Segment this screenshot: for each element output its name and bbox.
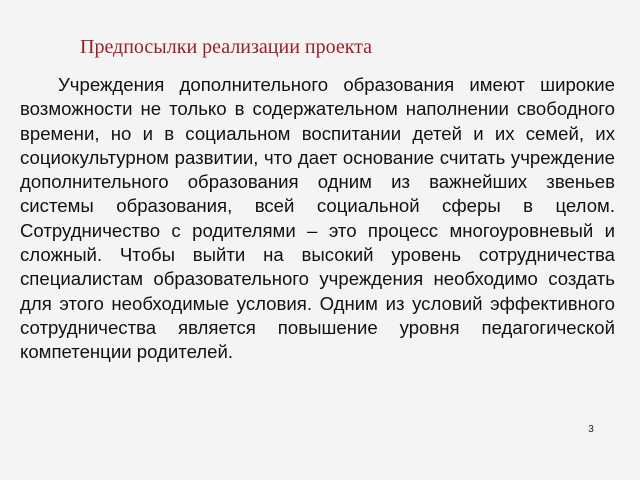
slide-title: Предпосылки реализации проекта <box>80 36 373 58</box>
slide-page-number: 3 <box>588 424 594 435</box>
slide-body-text: Учреждения дополнительного образования имеют широкие возможности не только в содержательном наполнении свободного времени, но и в социальном воспитании детей и их семей, их социокультурном развитии, что дает основание считать учреждение дополнительного образования одним из важнейших звеньев системы образования, всей социальной сферы в целом. Сотрудничество с родителями – это процесс многоуровневый и сложный. Чтобы выйти на высокий уровень сотрудничества специалистам образовательного учреждения необходимо создать для этого необходимые условия. Одним из условий эффективного сотрудничества является повышение уровня педагогической компетенции родителей. <box>20 74 615 363</box>
